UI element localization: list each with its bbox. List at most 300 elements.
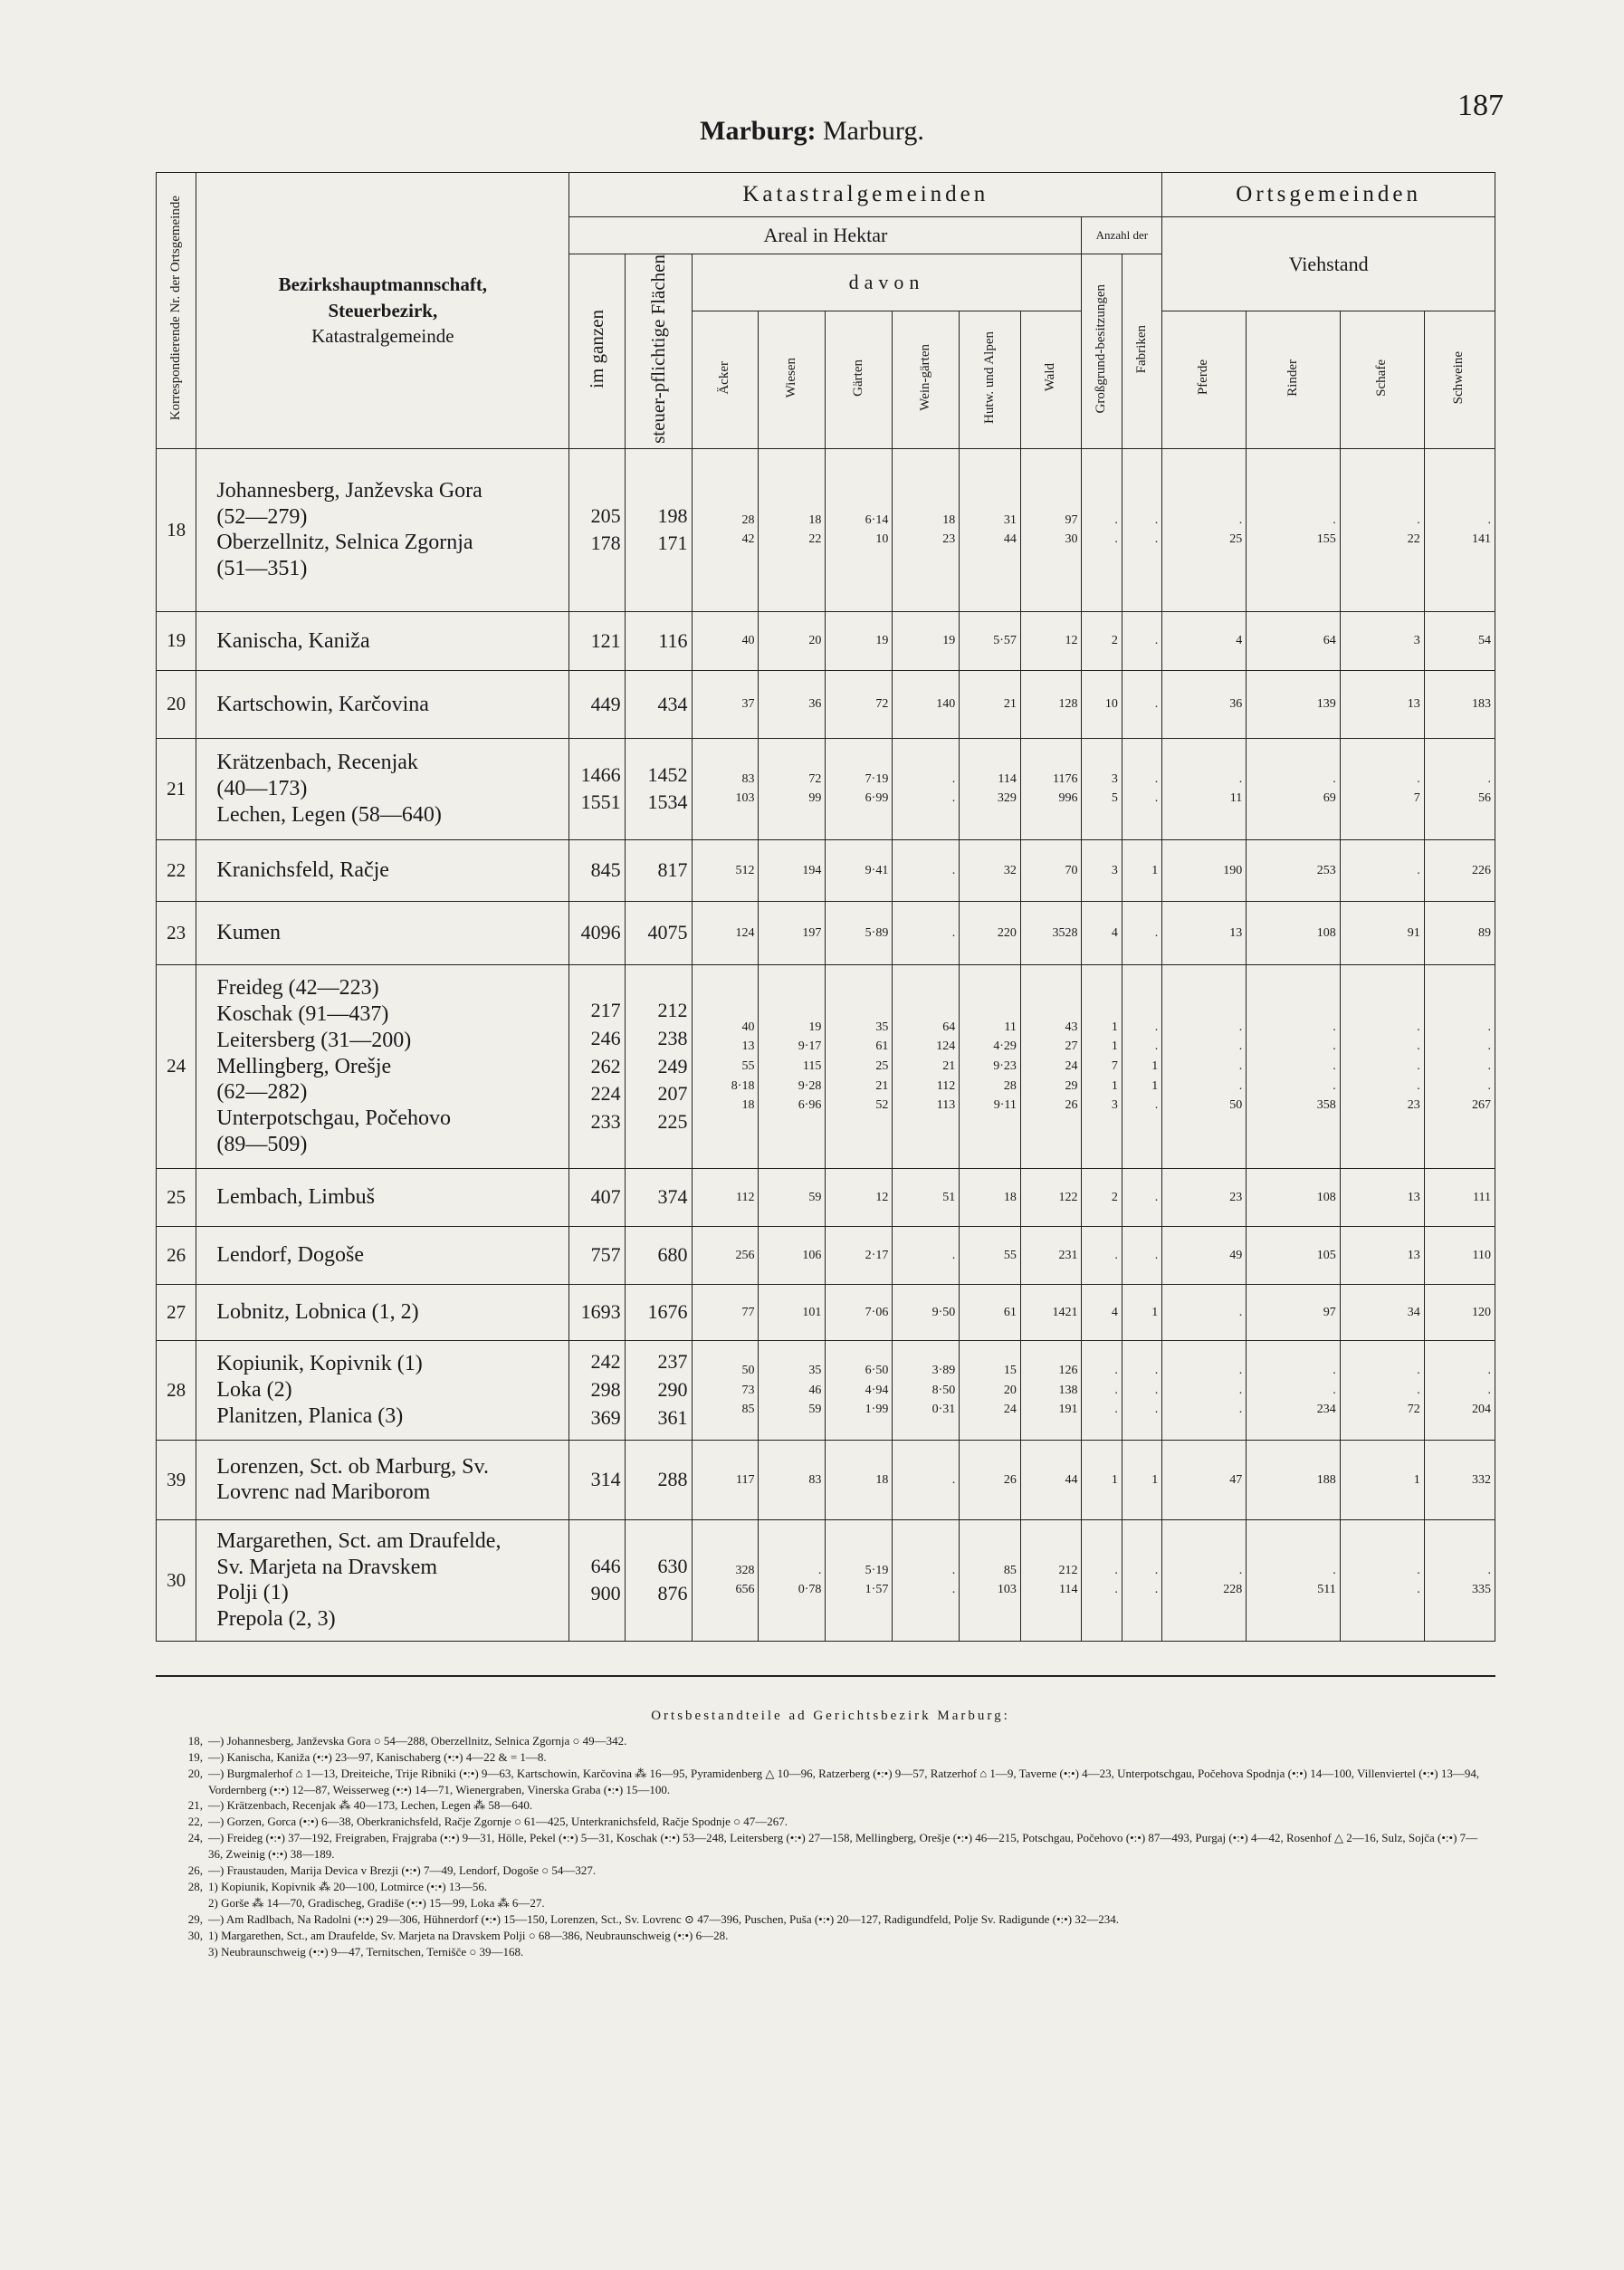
cell-gross bbox=[1082, 738, 1122, 839]
cell-fabr bbox=[1122, 901, 1161, 964]
cell-rinder bbox=[1247, 670, 1341, 738]
cell-schafe bbox=[1340, 1440, 1424, 1519]
cell-wiesen bbox=[759, 964, 826, 1168]
cell-wein bbox=[893, 1440, 960, 1519]
cell-value: . bbox=[1114, 1363, 1118, 1377]
cell-value: 225 bbox=[657, 1110, 688, 1134]
cell-value: 4 bbox=[1111, 1305, 1118, 1319]
cell-value: 83 bbox=[808, 1472, 822, 1487]
cell-rinder bbox=[1247, 964, 1341, 1168]
footnote bbox=[172, 1830, 1489, 1863]
cell-value: . bbox=[1333, 1363, 1336, 1377]
cell-schafe bbox=[1340, 670, 1424, 738]
row-number: 24 bbox=[157, 964, 196, 1168]
cell-value: 0·31 bbox=[931, 1403, 956, 1417]
cell-wiesen bbox=[759, 738, 826, 839]
cell-value: 141 bbox=[1472, 532, 1491, 547]
cell-schafe bbox=[1340, 611, 1424, 670]
cell-hutw bbox=[960, 1440, 1021, 1519]
row-number: 27 bbox=[157, 1284, 196, 1340]
entity-line: Kartschowin, Karčovina bbox=[216, 692, 429, 716]
cell-value: . bbox=[1238, 1305, 1243, 1319]
cell-value: . bbox=[1487, 1363, 1491, 1377]
cell-schweine bbox=[1424, 964, 1495, 1168]
cell-value: 59 bbox=[808, 1403, 822, 1417]
cell-value: 101 bbox=[802, 1305, 822, 1319]
cell-value: 116 bbox=[658, 628, 688, 652]
header-gaerten: Gärten bbox=[826, 311, 893, 449]
table-row bbox=[157, 1440, 1495, 1519]
cell-value: 18 bbox=[875, 1472, 889, 1487]
cell-value: . bbox=[1487, 771, 1491, 786]
footnote bbox=[172, 1766, 1489, 1798]
statistics-table bbox=[156, 172, 1495, 1642]
entity-line: Lovrenc nad Mariborom bbox=[216, 1480, 431, 1505]
cell-value: 13 bbox=[741, 1039, 755, 1054]
cell-value: . bbox=[1333, 1563, 1336, 1577]
cell-pferde bbox=[1162, 1284, 1247, 1340]
cell-schafe bbox=[1340, 1168, 1424, 1226]
cell-value: 5·19 bbox=[865, 1563, 889, 1577]
cell-value: 212 bbox=[657, 998, 688, 1021]
header-schafe: Schafe bbox=[1340, 311, 1424, 449]
cell-value: . bbox=[1114, 1248, 1118, 1262]
cell-gross bbox=[1082, 448, 1122, 611]
header-wiesen: Wiesen bbox=[759, 311, 826, 449]
cell-value: 361 bbox=[657, 1405, 688, 1429]
cell-aecker bbox=[692, 1226, 759, 1284]
header-wald: Wald bbox=[1020, 311, 1082, 449]
row-entity bbox=[196, 448, 569, 611]
cell-value: 11 bbox=[1229, 791, 1243, 806]
cell-value: 22 bbox=[808, 532, 822, 547]
cell-value: . bbox=[1154, 771, 1159, 786]
cell-gaerten bbox=[826, 1226, 893, 1284]
cell-gross bbox=[1082, 1519, 1122, 1641]
cell-steuer bbox=[625, 738, 692, 839]
page-title-bold: Marburg: bbox=[700, 116, 817, 146]
cell-value: 7 bbox=[1111, 1059, 1118, 1074]
cell-value: 18 bbox=[808, 512, 822, 527]
cell-hutw bbox=[960, 1340, 1021, 1440]
footnote bbox=[172, 1863, 1489, 1879]
table-row bbox=[157, 839, 1495, 901]
cell-value: 246 bbox=[590, 1026, 621, 1049]
row-entity bbox=[196, 964, 569, 1168]
cell-value: 44 bbox=[1065, 1472, 1078, 1487]
cell-value: 19 bbox=[942, 634, 956, 648]
entity-line: Kanischa, Kaniža bbox=[216, 628, 370, 653]
cell-wiesen bbox=[759, 1168, 826, 1226]
header-im-ganzen: im ganzen bbox=[569, 254, 625, 449]
cell-steuer bbox=[625, 1340, 692, 1440]
footnote-text: —) Am Radlbach, Na Radolni (•:•) 29—306, Hühnerdorf (•:•) 15—150, Lorenzen, Sct., Sv. Lovrenc ⊙ 47—396, Puschen, Puša (•:•) 20—127, Radigundfeld, Polje Sv. Radigunde (•:•) 32—234. bbox=[208, 1912, 1120, 1926]
row-number: 30 bbox=[157, 1519, 196, 1641]
cell-value: 19 bbox=[808, 1020, 822, 1034]
footnote bbox=[172, 1797, 1489, 1814]
footnotes-title: Ortsbestandteile ad Gerichtsbezirk Marburg: bbox=[651, 1709, 1010, 1723]
cell-ganz bbox=[569, 1440, 625, 1519]
cell-value: 7 bbox=[1413, 791, 1420, 806]
cell-value: 18 bbox=[942, 512, 956, 527]
cell-wiesen bbox=[759, 1226, 826, 1284]
cell-wein bbox=[893, 1168, 960, 1226]
cell-value: 358 bbox=[1316, 1098, 1336, 1113]
cell-wald bbox=[1020, 670, 1082, 738]
cell-value: . bbox=[1238, 1383, 1243, 1397]
cell-gross bbox=[1082, 611, 1122, 670]
cell-gaerten bbox=[826, 1284, 893, 1340]
cell-value: . bbox=[1417, 1078, 1420, 1093]
cell-value: . bbox=[1154, 1563, 1159, 1577]
cell-value: 12 bbox=[1065, 634, 1078, 648]
cell-value: . bbox=[1238, 1403, 1243, 1417]
cell-value: . bbox=[1417, 1563, 1420, 1577]
cell-hutw bbox=[960, 1168, 1021, 1226]
cell-schafe bbox=[1340, 738, 1424, 839]
cell-wein bbox=[893, 738, 960, 839]
cell-wein bbox=[893, 1284, 960, 1340]
table-row bbox=[157, 611, 1495, 670]
cell-value: 242 bbox=[590, 1350, 621, 1374]
cell-value: 0·78 bbox=[798, 1583, 822, 1597]
cell-value: 124 bbox=[936, 1039, 956, 1054]
cell-value: 120 bbox=[1472, 1305, 1491, 1319]
cell-ganz bbox=[569, 1519, 625, 1641]
cell-value: 226 bbox=[1472, 863, 1491, 877]
cell-value: 224 bbox=[590, 1082, 621, 1106]
cell-value: 217 bbox=[590, 998, 621, 1021]
cell-value: 845 bbox=[590, 858, 621, 882]
cell-ganz bbox=[569, 1340, 625, 1440]
cell-steuer bbox=[625, 1440, 692, 1519]
table-row bbox=[157, 670, 1495, 738]
cell-hutw bbox=[960, 738, 1021, 839]
cell-value: 231 bbox=[1058, 1248, 1078, 1262]
cell-value: 54 bbox=[1478, 634, 1491, 648]
cell-value: 8·18 bbox=[731, 1078, 755, 1093]
cell-value: 7·19 bbox=[865, 771, 889, 786]
cell-value: . bbox=[1154, 1098, 1159, 1113]
cell-gross bbox=[1082, 670, 1122, 738]
cell-schafe bbox=[1340, 1284, 1424, 1340]
cell-wein bbox=[893, 839, 960, 901]
row-entity bbox=[196, 839, 569, 901]
cell-value: 1 bbox=[1413, 1472, 1420, 1487]
footnote bbox=[172, 1944, 1489, 1960]
cell-value: 59 bbox=[808, 1190, 822, 1204]
cell-value: 5·57 bbox=[993, 634, 1017, 648]
entity-line: Planitzen, Planica (3) bbox=[216, 1403, 404, 1428]
cell-value: . bbox=[1154, 512, 1159, 527]
row-entity bbox=[196, 670, 569, 738]
cell-value: 171 bbox=[657, 532, 688, 555]
cell-gross bbox=[1082, 1440, 1122, 1519]
cell-value: . bbox=[1417, 1583, 1420, 1597]
entity-line: (40—173) bbox=[216, 777, 308, 801]
cell-gross bbox=[1082, 1226, 1122, 1284]
footnote-text: —) Burgmalerhof ⌂ 1—13, Dreiteiche, Trije Ribniki (•:•) 9—63, Kartschowin, Karčovina ⁂ 16—95, Pyramidenberg △ 10—96, Ratzerberg (•:•) 9—57, Ratzerhof ⌂ 1—9, Taverne (•:•) 4—23, Unterpotschgau, Počehova Spodnja (•:•) 14—100, Villenviertel (•:•) 13—94, Vordernberg (•:•) 12—87, Weisserweg (•:•) 14—71, Wienergraben, Vinerska Graba (•:•) 15—100. bbox=[208, 1766, 1480, 1796]
cell-value: . bbox=[951, 1583, 956, 1597]
row-entity bbox=[196, 1284, 569, 1340]
header-davon: davon bbox=[692, 254, 1082, 311]
cell-value: 298 bbox=[590, 1378, 621, 1402]
cell-value: . bbox=[1333, 1039, 1336, 1054]
cell-value: 105 bbox=[1316, 1248, 1336, 1262]
cell-value: 2 bbox=[1111, 634, 1118, 648]
cell-hutw bbox=[960, 1226, 1021, 1284]
cell-value: 204 bbox=[1472, 1403, 1491, 1417]
footnote-number bbox=[172, 1895, 208, 1911]
cell-value: 106 bbox=[802, 1248, 822, 1262]
footnote-number bbox=[172, 1944, 208, 1960]
row-number: 18 bbox=[157, 448, 196, 611]
cell-value: 34 bbox=[1407, 1305, 1420, 1319]
cell-wald bbox=[1020, 738, 1082, 839]
cell-value: 77 bbox=[741, 1305, 755, 1319]
cell-value: 1 bbox=[1111, 1078, 1118, 1093]
table-row bbox=[157, 1168, 1495, 1226]
cell-pferde bbox=[1162, 1168, 1247, 1226]
cell-value: 97 bbox=[1065, 512, 1078, 527]
cell-value: 2 bbox=[1111, 1190, 1118, 1204]
cell-value: 21 bbox=[942, 1059, 956, 1074]
cell-steuer bbox=[625, 1226, 692, 1284]
cell-value: 207 bbox=[657, 1082, 688, 1106]
cell-value: 630 bbox=[657, 1554, 688, 1577]
cell-ganz bbox=[569, 670, 625, 738]
cell-value: 314 bbox=[590, 1468, 621, 1491]
footnote bbox=[172, 1733, 1489, 1749]
cell-schafe bbox=[1340, 1226, 1424, 1284]
cell-value: 155 bbox=[1316, 532, 1336, 547]
cell-wein bbox=[893, 964, 960, 1168]
cell-value: 85 bbox=[1003, 1563, 1017, 1577]
cell-value: 237 bbox=[657, 1350, 688, 1374]
cell-value: 37 bbox=[741, 697, 755, 712]
cell-ganz bbox=[569, 1284, 625, 1340]
cell-fabr bbox=[1122, 1519, 1161, 1641]
cell-schafe bbox=[1340, 839, 1424, 901]
cell-value: 35 bbox=[808, 1363, 822, 1377]
cell-value: . bbox=[1333, 1059, 1336, 1074]
entity-line: (62—282) bbox=[216, 1080, 308, 1105]
cell-wein bbox=[893, 670, 960, 738]
cell-aecker bbox=[692, 1340, 759, 1440]
cell-value: 817 bbox=[657, 858, 688, 882]
cell-value: 256 bbox=[735, 1248, 755, 1262]
row-number: 28 bbox=[157, 1340, 196, 1440]
cell-value: 73 bbox=[741, 1383, 755, 1397]
cell-value: . bbox=[951, 791, 956, 806]
cell-value: 1 bbox=[1111, 1020, 1118, 1034]
page-title-rest: Marburg. bbox=[822, 116, 924, 146]
entity-line: Koschak (91—437) bbox=[216, 1001, 389, 1026]
cell-aecker bbox=[692, 1519, 759, 1641]
cell-gaerten bbox=[826, 738, 893, 839]
cell-value: 13 bbox=[1407, 697, 1420, 712]
cell-value: 191 bbox=[1058, 1403, 1078, 1417]
row-entity bbox=[196, 611, 569, 670]
cell-rinder bbox=[1247, 901, 1341, 964]
cell-value: 25 bbox=[875, 1059, 889, 1074]
cell-value: 83 bbox=[741, 771, 755, 786]
cell-value: 1693 bbox=[580, 1300, 621, 1324]
cell-value: . bbox=[1333, 771, 1336, 786]
cell-value: 10 bbox=[1104, 697, 1118, 712]
page-number: 187 bbox=[1457, 89, 1504, 122]
cell-value: 332 bbox=[1472, 1472, 1491, 1487]
cell-value: 103 bbox=[997, 1583, 1017, 1597]
cell-value: 757 bbox=[590, 1243, 621, 1267]
header-admin: Bezirkshauptmannschaft, Steuerbezirk, Katastralgemeinde bbox=[196, 173, 569, 449]
row-number: 20 bbox=[157, 670, 196, 738]
table-row bbox=[157, 1284, 1495, 1340]
cell-value: 12 bbox=[875, 1190, 889, 1204]
cell-value: 21 bbox=[1003, 697, 1017, 712]
cell-wald bbox=[1020, 448, 1082, 611]
footnote-text: 3) Neubraunschweig (•:•) 9—47, Ternitschen, Ternišče ○ 39—168. bbox=[208, 1944, 524, 1959]
cell-value: 2·17 bbox=[865, 1248, 889, 1262]
cell-value: 1 bbox=[1151, 863, 1159, 877]
cell-hutw bbox=[960, 839, 1021, 901]
cell-value: 9·41 bbox=[865, 863, 889, 877]
cell-value: 23 bbox=[1407, 1098, 1420, 1113]
footnotes bbox=[172, 1707, 1489, 1960]
cell-value: 85 bbox=[741, 1403, 755, 1417]
cell-value: 3 bbox=[1111, 863, 1118, 877]
cell-value: 9·50 bbox=[931, 1305, 956, 1319]
cell-value: 40 bbox=[741, 634, 755, 648]
cell-value: 28 bbox=[1003, 1078, 1017, 1093]
entity-line: Lembach, Limbuš bbox=[216, 1185, 375, 1210]
cell-value: 110 bbox=[1472, 1248, 1491, 1262]
row-number: 22 bbox=[157, 839, 196, 901]
footnote-number: 22, bbox=[187, 1815, 203, 1829]
row-number: 21 bbox=[157, 738, 196, 839]
cell-gaerten bbox=[826, 1519, 893, 1641]
footnote-number: 18, bbox=[187, 1733, 203, 1748]
cell-schweine bbox=[1424, 1284, 1495, 1340]
row-entity bbox=[196, 901, 569, 964]
cell-value: 50 bbox=[1229, 1098, 1243, 1113]
cell-value: . bbox=[1487, 1020, 1491, 1034]
cell-value: 115 bbox=[802, 1059, 822, 1074]
footnote bbox=[172, 1911, 1489, 1928]
cell-schweine bbox=[1424, 611, 1495, 670]
table-row bbox=[157, 448, 1495, 611]
footnote bbox=[172, 1814, 1489, 1830]
cell-wald bbox=[1020, 1519, 1082, 1641]
cell-schweine bbox=[1424, 448, 1495, 611]
cell-steuer bbox=[625, 670, 692, 738]
header-schweine: Schweine bbox=[1424, 311, 1495, 449]
cell-value: 4 bbox=[1236, 634, 1243, 648]
cell-value: . bbox=[1487, 1563, 1491, 1577]
cell-value: 23 bbox=[1229, 1190, 1243, 1204]
page-title bbox=[0, 116, 1624, 147]
cell-value: 9·28 bbox=[798, 1078, 822, 1093]
cell-value: 1421 bbox=[1052, 1305, 1078, 1319]
cell-value: 15 bbox=[1003, 1363, 1017, 1377]
table-row bbox=[157, 901, 1495, 964]
cell-ganz bbox=[569, 839, 625, 901]
cell-value: 29 bbox=[1065, 1078, 1078, 1093]
cell-value: 900 bbox=[590, 1582, 621, 1605]
cell-wiesen bbox=[759, 1440, 826, 1519]
cell-value: 3 bbox=[1111, 1098, 1118, 1113]
cell-rinder bbox=[1247, 611, 1341, 670]
cell-gaerten bbox=[826, 611, 893, 670]
cell-schweine bbox=[1424, 1168, 1495, 1226]
cell-value: 61 bbox=[875, 1039, 889, 1054]
header-viehstand: Viehstand bbox=[1162, 217, 1495, 311]
cell-value: . bbox=[1238, 1363, 1243, 1377]
footnote-text: —) Krätzenbach, Recenjak ⁂ 40—173, Lechen, Legen ⁂ 58—640. bbox=[208, 1798, 533, 1813]
cell-value: . bbox=[1238, 1039, 1243, 1054]
cell-value: 9·23 bbox=[993, 1059, 1017, 1074]
cell-value: . bbox=[1417, 1383, 1420, 1397]
cell-value: 97 bbox=[1323, 1305, 1336, 1319]
cell-value: 99 bbox=[808, 791, 822, 806]
cell-value: . bbox=[1114, 1563, 1118, 1577]
cell-fabr bbox=[1122, 448, 1161, 611]
cell-value: . bbox=[1487, 1059, 1491, 1074]
cell-value: 22 bbox=[1407, 532, 1420, 547]
cell-value: . bbox=[1114, 1383, 1118, 1397]
footnote-text: —) Johannesberg, Janževska Gora ○ 54—288, Oberzellnitz, Selnica Zgornja ○ 49—342. bbox=[208, 1733, 627, 1748]
cell-value: . bbox=[1154, 1039, 1159, 1054]
cell-wiesen bbox=[759, 448, 826, 611]
table-body bbox=[157, 448, 1495, 1641]
footnote-number: 29, bbox=[187, 1912, 203, 1926]
footnote-number: 21, bbox=[187, 1798, 203, 1813]
entity-line: Lobnitz, Lobnica (1, 2) bbox=[216, 1300, 419, 1325]
row-number: 19 bbox=[157, 611, 196, 670]
cell-value: 369 bbox=[590, 1405, 621, 1429]
footnote-number: 19, bbox=[187, 1749, 203, 1764]
footnote-number: 20, bbox=[187, 1766, 203, 1780]
cell-wein bbox=[893, 901, 960, 964]
footnote bbox=[172, 1928, 1489, 1944]
cell-value: . bbox=[951, 863, 956, 877]
cell-steuer bbox=[625, 448, 692, 611]
cell-value: . bbox=[1417, 1363, 1420, 1377]
cell-wald bbox=[1020, 1226, 1082, 1284]
cell-value: 21 bbox=[875, 1078, 889, 1093]
cell-value: 72 bbox=[1407, 1403, 1420, 1417]
cell-value: 876 bbox=[657, 1582, 688, 1605]
entity-line: (51—351) bbox=[216, 557, 308, 581]
cell-value: 6·50 bbox=[865, 1363, 889, 1377]
cell-pferde bbox=[1162, 1519, 1247, 1641]
cell-pferde bbox=[1162, 1226, 1247, 1284]
cell-value: 10 bbox=[875, 532, 889, 547]
cell-pferde bbox=[1162, 1440, 1247, 1519]
cell-fabr bbox=[1122, 1340, 1161, 1440]
cell-pferde bbox=[1162, 901, 1247, 964]
cell-wald bbox=[1020, 1168, 1082, 1226]
cell-value: 112 bbox=[735, 1190, 755, 1204]
footnote-text: —) Kanischa, Kaniža (•:•) 23—97, Kanischaberg (•:•) 4—22 & = 1—8. bbox=[208, 1749, 547, 1764]
cell-steuer bbox=[625, 1168, 692, 1226]
cell-value: 233 bbox=[590, 1110, 621, 1134]
cell-value: 4 bbox=[1111, 925, 1118, 940]
entity-line: Oberzellnitz, Selnica Zgornja bbox=[216, 531, 473, 555]
cell-gaerten bbox=[826, 1168, 893, 1226]
row-number: 39 bbox=[157, 1440, 196, 1519]
row-number: 26 bbox=[157, 1226, 196, 1284]
